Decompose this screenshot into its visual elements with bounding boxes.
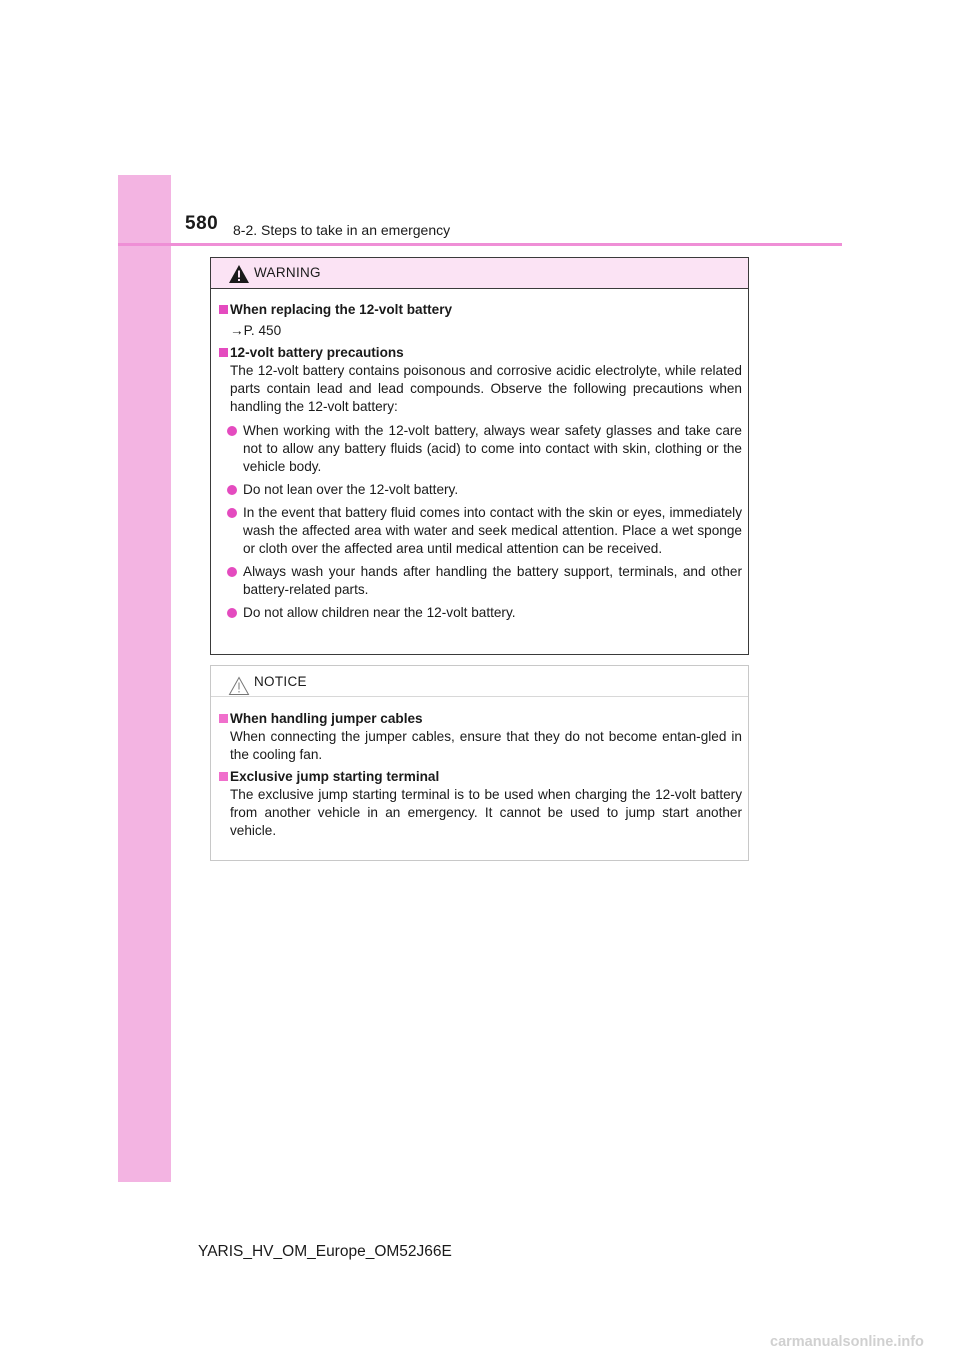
list-item: When working with the 12-volt battery, always wear safety glasses and take care not to allow any battery fluids (acid) to come into contact with skin, clothing or the vehicle body. [211,422,742,476]
square-bullet-icon [219,305,228,314]
jumper-cables-text: When connecting the jumper cables, ensure that they do not become entan-gled in the cooling fan. [230,729,742,762]
circle-bullet-icon [227,567,237,577]
jump-terminal-text: The exclusive jump starting terminal is to be used when charging the 12-volt battery from another vehicle in an emergency. It cannot be used to jump start another vehicle. [230,787,742,838]
warning-label: WARNING [254,265,321,280]
page-number: 580 [185,213,219,234]
caution-triangle-icon [228,676,250,696]
warning-box [210,257,749,655]
chapter-tab-bar [118,175,171,1182]
notice-box [210,665,749,861]
circle-bullet-icon [227,426,237,436]
notice-body [211,697,748,840]
notice-heading-jumper-cables: When handling jumper cables [211,710,742,728]
circle-bullet-icon [227,508,237,518]
section-title: 8-2. Steps to take in an emergency [233,222,451,238]
watermark: carmanualsonline.info [770,1334,924,1350]
warning-triangle-icon [228,264,250,284]
square-bullet-icon [219,772,228,781]
warning-body [211,289,748,622]
list-item: In the event that battery fluid comes into contact with the skin or eyes, immediately wash the affected area with water and seek medical attention. Place a wet sponge or cloth over the affected area until medical attention can be received. [211,504,742,558]
square-bullet-icon [219,348,228,357]
precautions-intro: The 12-volt battery contains poisonous and corrosive acidic electrolyte, while related parts contain lead and lead compounds. Observe the following precautions when handling the 12-volt battery: [230,363,742,414]
notice-label: NOTICE [254,674,307,689]
warning-heading-precautions: 12-volt battery precautions [211,344,742,362]
notice-heading-jump-terminal: Exclusive jump starting terminal [211,768,742,786]
document-code: YARIS_HV_OM_Europe_OM52J66E [198,1243,452,1260]
list-item: Do not allow children near the 12-volt battery. [211,604,742,622]
header-rule [118,243,842,246]
list-item: Do not lean over the 12-volt battery. [211,481,742,499]
warning-heading-replacing: When replacing the 12-volt battery [211,301,742,319]
square-bullet-icon [219,714,228,723]
circle-bullet-icon [227,608,237,618]
warning-header [211,258,748,289]
page-reference-link[interactable]: →P. 450 [230,323,282,338]
list-item: Always wash your hands after handling the battery support, terminals, and other battery-related parts. [211,563,742,599]
circle-bullet-icon [227,485,237,495]
notice-header [211,666,748,697]
precautions-list [211,422,742,622]
